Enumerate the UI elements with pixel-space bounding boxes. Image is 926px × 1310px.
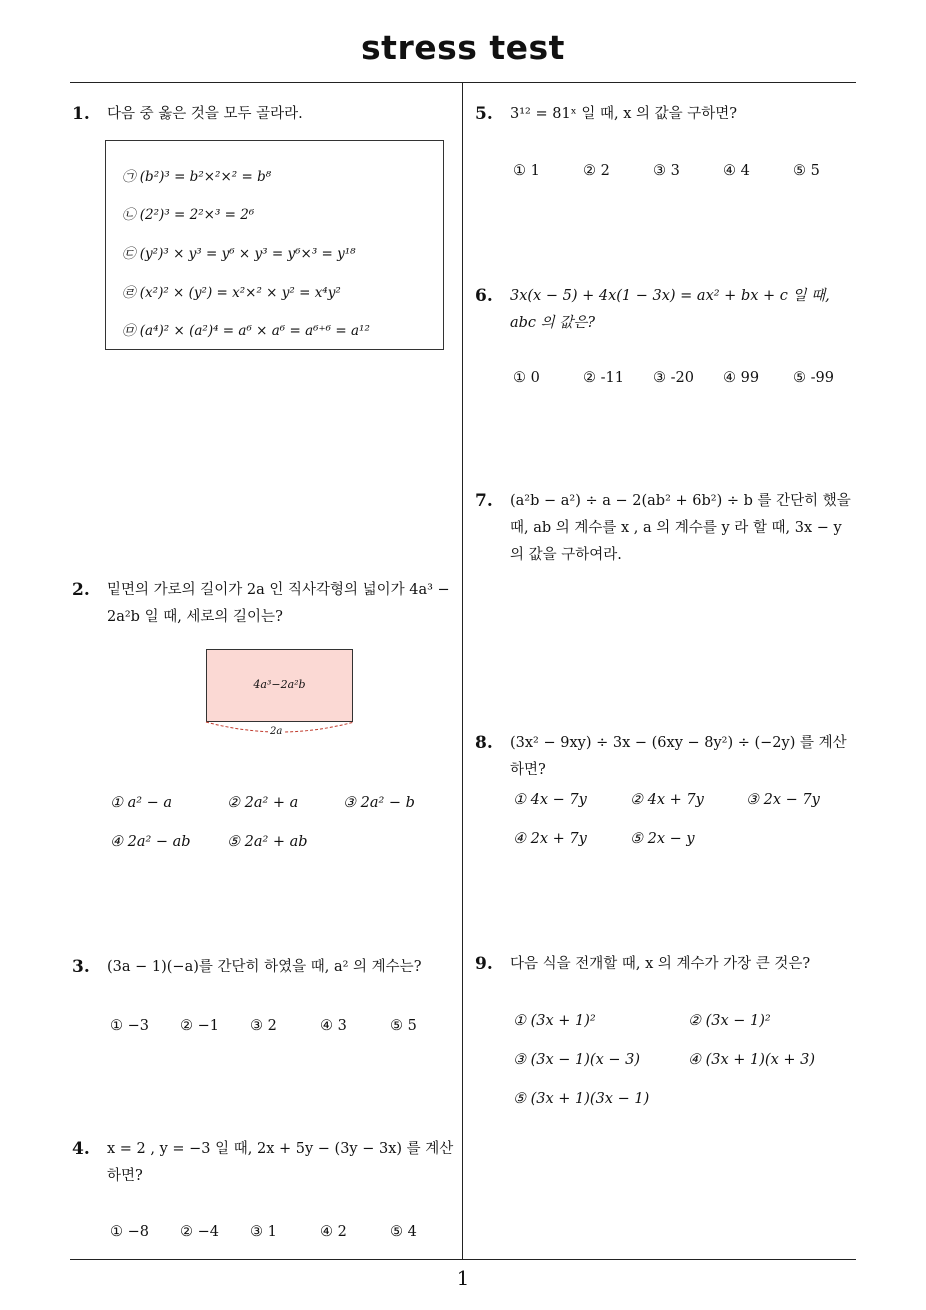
question-stem: (3a − 1)(−a)를 간단히 하였을 때, a² 의 계수는? xyxy=(107,959,422,975)
question-9 xyxy=(475,951,860,978)
option[interactable]: ① (3x + 1)² xyxy=(513,1013,596,1029)
statement-item: ㉤ (a⁴)² × (a²)⁴ = a⁶ × a⁶ = a⁶⁺⁶ = a¹² xyxy=(122,323,370,339)
option[interactable]: ④ 4 xyxy=(723,163,750,179)
top-rule xyxy=(70,82,856,83)
question-1 xyxy=(72,101,452,128)
option[interactable]: ⑤ 2x − y xyxy=(630,831,695,847)
bottom-rule xyxy=(70,1259,856,1260)
option[interactable]: ① 4x − 7y xyxy=(513,792,587,808)
column-divider xyxy=(462,83,463,1260)
page-number: 1 xyxy=(456,1266,470,1290)
option[interactable]: ③ 1 xyxy=(250,1224,277,1240)
option[interactable]: ② 2 xyxy=(583,163,610,179)
option[interactable]: ③ 2x − 7y xyxy=(746,792,820,808)
question-stem: (3x² − 9xy) ÷ 3x − (6xy − 8y²) ÷ (−2y) 를 계산하면? xyxy=(510,735,847,778)
question-number: 2. xyxy=(72,580,90,600)
statement-item: ㉢ (y²)³ × y³ = y⁶ × y³ = y⁶×³ = y¹⁸ xyxy=(122,246,356,262)
rectangle-area-label: 4a³−2a²b xyxy=(253,678,306,691)
question-3 xyxy=(72,954,457,981)
question-4 xyxy=(72,1136,457,1190)
question-number: 3. xyxy=(72,957,90,977)
option[interactable]: ③ -20 xyxy=(653,370,694,386)
statement-item: ㉠ (b²)³ = b²×²×² = b⁸ xyxy=(122,169,272,185)
option[interactable]: ① −8 xyxy=(110,1224,149,1240)
question-2 xyxy=(72,577,457,631)
width-label: 2a xyxy=(270,726,283,737)
option[interactable]: ① 0 xyxy=(513,370,540,386)
option[interactable]: ② 2a² + a xyxy=(227,795,299,811)
statement-box xyxy=(105,140,444,350)
option[interactable]: ⑤ -99 xyxy=(793,370,834,386)
question-stem: 다음 중 옳은 것을 모두 골라라. xyxy=(107,106,303,122)
statement-item: ㉡ (2²)³ = 2²×³ = 2⁶ xyxy=(122,207,255,223)
option[interactable]: ④ 2x + 7y xyxy=(513,831,587,847)
question-number: 7. xyxy=(475,491,493,511)
option[interactable]: ③ 3 xyxy=(653,163,680,179)
question-number: 8. xyxy=(475,733,493,753)
question-stem: 3x(x − 5) + 4x(1 − 3x) = ax² + bx + c 일 때, abc 의 값은? xyxy=(510,288,830,331)
question-stem: x = 2 , y = −3 일 때, 2x + 5y − (3y − 3x) 를 계산하면? xyxy=(107,1141,454,1184)
option[interactable]: ③ 2 xyxy=(250,1018,277,1034)
option[interactable]: ④ 2 xyxy=(320,1224,347,1240)
option[interactable]: ② −4 xyxy=(180,1224,219,1240)
option[interactable]: ② −1 xyxy=(180,1018,219,1034)
question-number: 5. xyxy=(475,104,493,124)
rectangle-figure xyxy=(206,649,353,722)
option[interactable]: ⑤ 5 xyxy=(390,1018,417,1034)
option[interactable]: ④ (3x + 1)(x + 3) xyxy=(688,1052,816,1068)
option[interactable]: ④ 3 xyxy=(320,1018,347,1034)
question-number: 4. xyxy=(72,1139,90,1159)
question-stem: (a²b − a²) ÷ a − 2(ab² + 6b²) ÷ b 를 간단히 했을 때, ab 의 계수를 x , a 의 계수를 y 라 할 때, 3x − y 의 값을 구하여라. xyxy=(510,493,851,563)
question-5 xyxy=(475,101,860,128)
option[interactable]: ② (3x − 1)² xyxy=(688,1013,771,1029)
option[interactable]: ① 1 xyxy=(513,163,540,179)
option[interactable]: ② -11 xyxy=(583,370,624,386)
question-7 xyxy=(475,488,860,569)
question-number: 1. xyxy=(72,104,90,124)
option[interactable]: ④ 2a² − ab xyxy=(110,834,191,850)
question-stem: 밑면의 가로의 길이가 2a 인 직사각형의 넓이가 4a³ − 2a²b 일 때, 세로의 길이는? xyxy=(107,582,450,625)
option[interactable]: ① −3 xyxy=(110,1018,149,1034)
option[interactable]: ⑤ 2a² + ab xyxy=(227,834,308,850)
option[interactable]: ⑤ 4 xyxy=(390,1224,417,1240)
option[interactable]: ① a² − a xyxy=(110,795,173,811)
option[interactable]: ③ (3x − 1)(x − 3) xyxy=(513,1052,641,1068)
question-stem: 다음 식을 전개할 때, x 의 계수가 가장 큰 것은? xyxy=(510,956,811,972)
question-number: 9. xyxy=(475,954,493,974)
option[interactable]: ④ 99 xyxy=(723,370,760,386)
option[interactable]: ③ 2a² − b xyxy=(343,795,415,811)
question-number: 6. xyxy=(475,286,493,306)
question-6 xyxy=(475,283,860,337)
page-title: stress test xyxy=(361,28,565,67)
option[interactable]: ⑤ 5 xyxy=(793,163,820,179)
option[interactable]: ② 4x + 7y xyxy=(630,792,704,808)
question-8 xyxy=(475,730,860,784)
statement-item: ㉣ (x²)² × (y²) = x²×² × y² = x⁴y² xyxy=(122,285,341,301)
question-stem: 3¹² = 81ˣ 일 때, x 의 값을 구하면? xyxy=(510,106,738,122)
option[interactable]: ⑤ (3x + 1)(3x − 1) xyxy=(513,1091,650,1107)
